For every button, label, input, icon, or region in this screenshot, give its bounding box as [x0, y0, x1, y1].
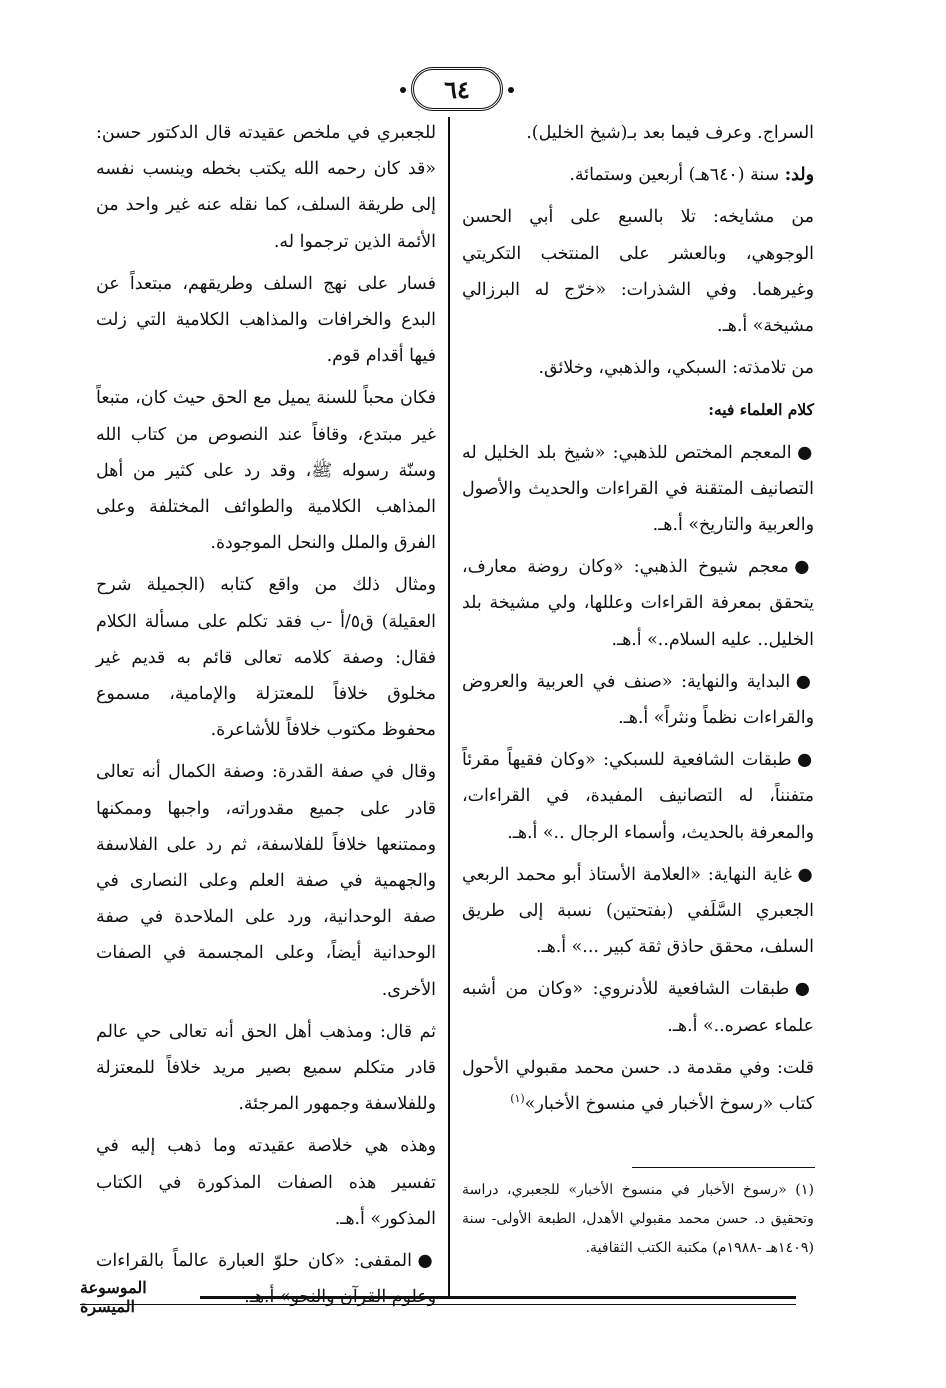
bullet-icon: ● [794, 557, 814, 578]
section-heading: كلام العلماء فيه: [708, 400, 814, 420]
paragraph: ثم قال: ومذهب أهل الحق أنه تعالى حي عالم قادر متكلم سميع بصير مريد خلافاً للمعتزلة وللفلاسفة وجمهور المرجئة. [96, 1021, 436, 1115]
paragraph: وهذه هي خلاصة عقيدته وما ذهب إليه في تفسير هذه الصفات المذكورة في الكتاب المذكور» أ.هـ. [96, 1136, 436, 1229]
footer-rule-thin [80, 1304, 796, 1305]
paragraph: فكان محباً للسنة يميل مع الحق حيث كان، متبعاً غير مبتدع، وقافاً عند النصوص من كتاب الله وسنّة رسوله ﷺ، وقد رد على كثير من أهل المذاهب الكلامية والطوائف المختلفة وعلى الفرق والملل والنحل الموجودة. [96, 388, 436, 554]
list-item: ● طبقات الشافعية للأدنروي: «وكان من أشبه علماء عصره..» أ.هـ. [462, 979, 814, 1036]
ornament-dot-right [508, 87, 514, 93]
paragraph: السراج. وعرف فيما بعد بـ(شيخ الخليل). [526, 123, 814, 143]
paragraph: للجعبري في ملخص عقيدته قال الدكتور حسن: «قد كان رحمه الله يكتب بخطه وينسب نفسه إلى طريقة السلف، كما نقله عنه غير واحد من الأئمة الذين ترجموا له. [96, 123, 436, 252]
bullet-icon: ● [794, 979, 814, 1000]
left-column [96, 115, 436, 1322]
footer-rule [200, 1296, 796, 1299]
column-divider [448, 117, 450, 1299]
list-item: ● المعجم المختص للذهبي: «شيخ بلد الخليل له التصانيف المتقنة في القراءات والحديث والأصول والعربية والتاريخ» أ.هـ. [462, 442, 814, 536]
paragraph: من مشايخه: تلا بالسبع على أبي الحسن الوجوهي، وبالعشر على المنتخب التكريتي وغيرهما. وفي الشذرات: «خرّج له البرزالي مشيخة» أ.هـ. [462, 207, 814, 337]
ornament-dot-left [400, 87, 406, 93]
bullet-icon: ● [797, 864, 814, 885]
page-number: ٦٤ [444, 74, 470, 104]
list-item: ● غاية النهاية: «العلامة الأستاذ أبو محمد الربعي الجعبري السَّلَفي (بفتحتين) نسبة إلى طريق السلف، محقق حاذق ثقة كبير ...» أ.هـ. [462, 864, 814, 958]
footnote-separator [632, 1167, 815, 1168]
paragraph: فسار على نهج السلف وطريقهم، مبتعداً عن البدع والخرافات والمذاهب الكلامية التي زلت فيها أقدام قوم. [96, 273, 436, 367]
footer-title: الموسوعة الميسرة [80, 1278, 147, 1316]
paragraph: قلت: وفي مقدمة د. حسن محمد مقبولي الأحول كتاب «رسوخ الأخبار في منسوخ الأخبار»$^{(١)}$ [462, 1057, 814, 1115]
right-column [462, 115, 814, 1128]
footnote: (١) «رسوخ الأخبار في منسوخ الأخبار» للجعبري، دراسة وتحقيق د. حسن محمد مقبولي الأهدل، الطبعة الأولى- سنة (١٤٠٩هـ -١٩٨٨م) مكتبة الكتب الثقافية. [462, 1182, 814, 1256]
bullet-icon: ● [796, 750, 814, 771]
list-item: ● المقفى: «كان حلوّ العبارة عالماً بالقراءات وعلوم القرآن والنحو» أ.هـ. [96, 1251, 436, 1308]
list-item: ● طبقات الشافعية للسبكي: «وكان فقيهاً مقرئاً متفنناً، له التصانيف المفيدة، في القراءات، والمعرفة بالحديث، وأسماء الرجال ..» أ.هـ. [462, 750, 814, 843]
list-item: ● معجم شيوخ الذهبي: «وكان روضة معارف، يتحقق بمعرفة القراءات وعللها، ولي مشيخة بلد الخليل.. عليه السلام..» أ.هـ. [462, 557, 814, 650]
footnote-marker: (١) [510, 1092, 525, 1106]
bullet-icon: ● [417, 1251, 436, 1272]
list-item: ● البداية والنهاية: «صنف في العربية والعروض والقراءات نظماً ونثراً» أ.هـ. [462, 671, 814, 729]
bullet-icon: ● [797, 442, 814, 463]
paragraph: من تلامذته: السبكي، والذهبي، وخلائق. [538, 358, 814, 379]
paragraph: ومثال ذلك من واقع كتابه (الجميلة شرح العقيلة) ق٥/أ -ب فقد تكلم على مسألة الكلام فقال: وصفة كلامه تعالى قائم به قديم غير مخلوق خلافاً للمعتزلة والإمامية، مسموع محفوظ مكتوب خلافاً للأشاعرة. [96, 575, 436, 741]
paragraph: ولد: سنة (٦٤٠هـ) أربعين وستمائة. [569, 165, 814, 186]
bullet-icon: ● [795, 671, 814, 692]
paragraph: وقال في صفة القدرة: وصفة الكمال أنه تعالى قادر على جميع مقدوراته، واجبها وممكنها وممتنعها خلافاً للفلاسفة، ثم رد على الفلاسفة والجهمية في صفة العلم وعلى النصارى في صفة الوحدانية، ورد على الملاحدة في صفة الوحدانية أيضاً، وعلى المجسمة في الصفات الأخرى. [96, 762, 436, 1000]
page-number-frame [411, 67, 503, 111]
